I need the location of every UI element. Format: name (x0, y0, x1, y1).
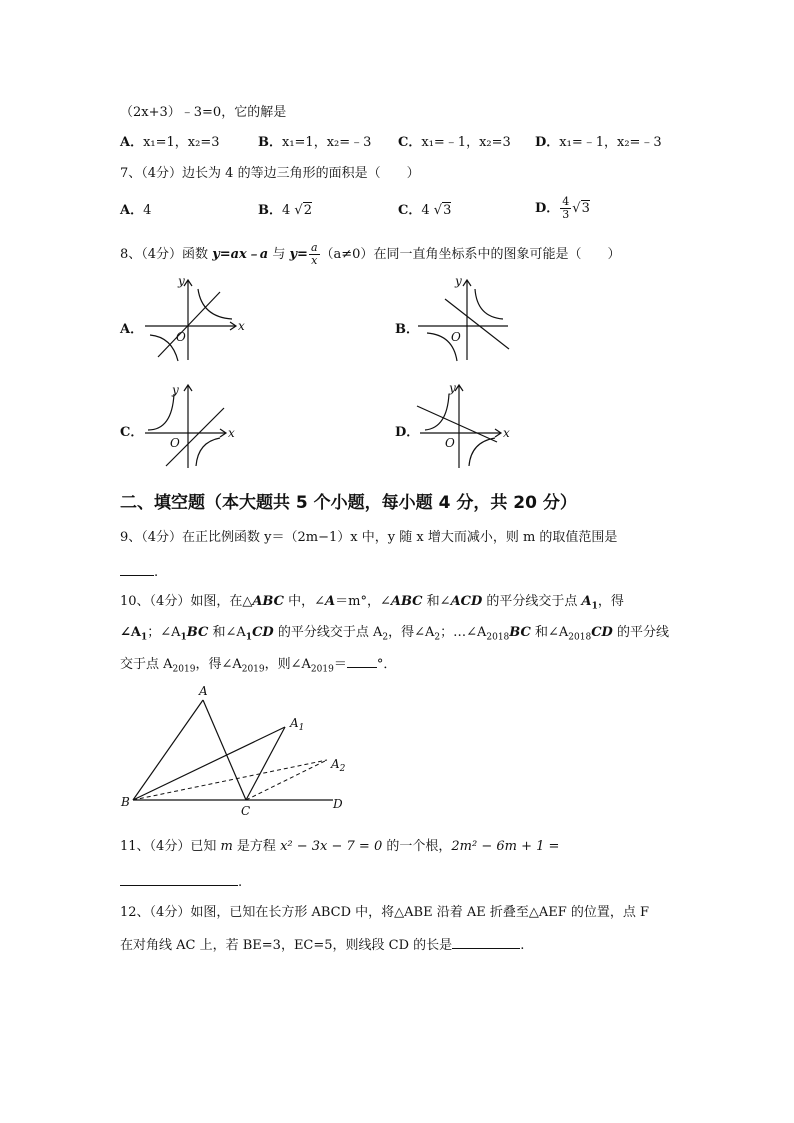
q7-option-b: B．4 √2 (258, 203, 312, 218)
q8-graph-c (140, 380, 250, 470)
q12-blank[interactable] (452, 936, 520, 949)
q11-stem: 11、（4分）已知 m 是方程 x² − 3x − 7 = 0 的一个根，2m² − 6m + 1 = (120, 839, 560, 854)
q8-graph-d-y-label: y (449, 381, 456, 395)
q6-option-a: A．x₁=1，x₂=3 (120, 135, 220, 150)
q8-graph-b-origin: O (451, 330, 461, 344)
q10-fig-label-a1: $A_1$ (290, 716, 305, 733)
q8-graph-d (415, 380, 525, 470)
q6-option-d: D．x₁=﹣1，x₂=﹣3 (535, 135, 662, 150)
q8-graph-d-origin: O (445, 436, 455, 450)
q7-option-d: D． $\frac{4}{3}$ √3 (535, 195, 590, 221)
q10-fig-label-a2: $A_2$ (331, 757, 346, 774)
q10-fig-label-a: A (199, 684, 208, 698)
q10-fig-label-b: B (121, 795, 130, 809)
q12-line1: 12、（4分）如图，已知在长方形 ABCD 中，将△ABE 沿着 AE 折叠至△AEF 的位置，点 F (120, 905, 650, 920)
q10-line1: 10、（4分）如图，在△ABC 中，∠A＝m°，∠ABC 和∠ACD 的平分线交于点 $A_1$，得 (120, 594, 624, 612)
q7-option-a: A．4 (120, 203, 152, 218)
q9-blank[interactable] (120, 563, 154, 576)
q10-fig-label-c: C (241, 804, 251, 818)
q9-stem: 9、（4分）在正比例函数 y＝（2m−1）x 中，y 随 x 增大而减小，则 m 的取值范围是 (120, 530, 618, 545)
q8-graph-a-origin: O (176, 330, 186, 344)
q6-option-c: C．x₁=﹣1，x₂=3 (398, 135, 511, 150)
q10-line2: $\angle A_1$；$\angle A_1BC$ 和$\angle A_1CD$ 的平分线交于点 $A_2$，得$\angle A_2$；$\dots\angle A_{2018}BC$ 和$\angle A_{2018}CD$ 的平分线 (120, 625, 669, 643)
q11-answer-line: . (120, 873, 242, 892)
q8-graph-c-y-label: y (172, 383, 179, 397)
q8-graph-d-x-label: x (503, 426, 510, 440)
q7-stem: 7、（4分）边长为 4 的等边三角形的面积是（ ） (120, 166, 420, 181)
q8-graph-b-letter: B． (395, 322, 419, 337)
q7-option-c: C．4 √3 (398, 203, 452, 218)
q10-blank[interactable] (347, 655, 377, 668)
q12-line2: 在对角线 AC 上，若 BE=3，EC=5，则线段 CD 的长是 . (120, 938, 525, 953)
q10-figure (115, 682, 355, 817)
q8-graph-a-letter: A． (120, 322, 144, 337)
q8-graph-c-letter: C． (120, 425, 144, 440)
q8-graph-d-letter: D． (395, 425, 420, 440)
q8-graph-a (140, 275, 250, 365)
q8-graph-b (415, 275, 525, 365)
q8-stem: 8、（4分）函数 y=ax﹣a 与 y= $\frac{a}{x}$ （a≠0）在同一直角坐标系中的图象可能是（ ） (120, 241, 621, 267)
q10-fig-label-d: D (333, 797, 343, 811)
q10-line3: 交于点 $A_{2019}$，得$\angle A_{2019}$，则$\angle A_{2019}=$ °． (120, 657, 397, 675)
q11-blank[interactable] (120, 873, 238, 886)
q8-graph-a-x-label: x (238, 319, 245, 333)
q9-answer-line: . (120, 563, 158, 582)
q8-graph-c-origin: O (170, 436, 180, 450)
q6-stem-tail: （2x+3）﹣3=0，它的解是 (120, 105, 287, 120)
q8-graph-c-x-label: x (228, 426, 235, 440)
q8-graph-a-y-label: y (178, 274, 185, 288)
section-title: 二、填空题（本大题共 5 个小题，每小题 4 分，共 20 分） (120, 493, 577, 513)
q6-option-b: B．x₁=1，x₂=﹣3 (258, 135, 372, 150)
q8-graph-b-y-label: y (455, 274, 462, 288)
